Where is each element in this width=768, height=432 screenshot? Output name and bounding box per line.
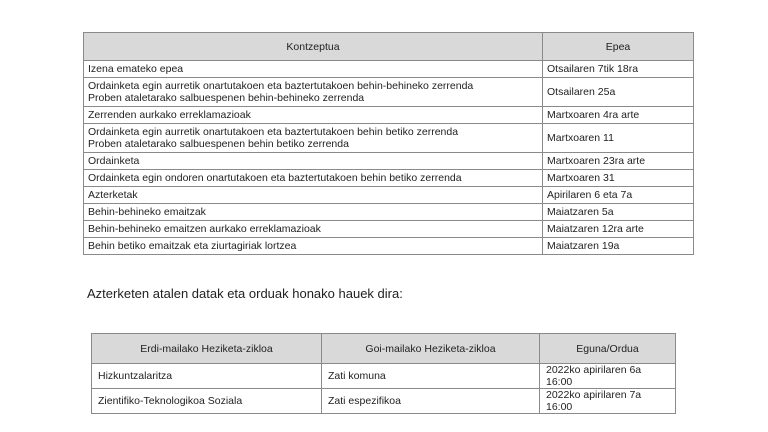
table-row	[84, 221, 694, 238]
intro-text: Azterketen atalen datak eta orduak honako hauek dira:	[87, 286, 403, 301]
table-row	[84, 61, 694, 78]
table-header-row	[84, 33, 694, 61]
table-row	[92, 364, 676, 389]
date-line: 2022ko apirilaren 6a	[546, 364, 642, 376]
concept-line: Ordainketa egin aurretik onartutakoen eta baztertutakoen behin-behineko zerrenda	[88, 80, 474, 92]
table-row	[84, 238, 694, 255]
header-higher-cycle: Goi-mailako Heziketa-zikloa	[322, 334, 540, 364]
concept-cell	[84, 170, 543, 187]
table-row	[84, 187, 694, 204]
concept-line: Proben ataletarako salbuespenen behin-behineko zerrenda	[88, 92, 365, 104]
deadline-cell: Maiatzaren 12ra arte	[543, 221, 694, 238]
concept-cell	[84, 107, 543, 124]
concept-line: Azterketak	[88, 189, 138, 201]
concept-line: Ordainketa	[88, 155, 140, 167]
concept-line: Behin betiko emaitzak eta ziurtagiriak lortzea	[88, 240, 297, 252]
table-row	[84, 107, 694, 124]
time-line: 16:00	[546, 401, 573, 413]
exam-times-table	[91, 333, 676, 414]
deadline-cell: Martxoaren 23ra arte	[543, 153, 694, 170]
concept-cell	[84, 187, 543, 204]
table-row	[84, 124, 694, 153]
date-line: 2022ko apirilaren 7a	[546, 389, 642, 401]
concept-line: Behin-behineko emaitzen aurkako erreklamazioak	[88, 223, 321, 235]
concept-cell	[84, 221, 543, 238]
concept-line: Behin-behineko emaitzak	[88, 206, 206, 218]
middle-cycle-cell: Zientifiko-Teknologikoa Soziala	[92, 389, 322, 414]
table-header-row	[92, 334, 676, 364]
time-line: 16:00	[546, 376, 573, 388]
concept-line: Ordainketa egin aurretik onartutakoen eta baztertutakoen behin betiko zerrenda	[88, 126, 459, 138]
concept-cell	[84, 61, 543, 78]
header-concept: Kontzeptua	[84, 33, 543, 61]
table-row	[84, 153, 694, 170]
concept-cell	[84, 238, 543, 255]
table-row	[84, 170, 694, 187]
concept-line: Proben ataletarako salbuespenen behin betiko zerrenda	[88, 138, 349, 150]
deadline-cell: Otsailaren 7tik 18ra	[543, 61, 694, 78]
deadline-cell: Otsailaren 25a	[543, 78, 694, 107]
header-date-time: Eguna/Ordua	[540, 334, 676, 364]
deadline-cell: Apirilaren 6 eta 7a	[543, 187, 694, 204]
table-row	[84, 78, 694, 107]
deadline-cell: Martxoaren 11	[543, 124, 694, 153]
table-row	[84, 204, 694, 221]
higher-cycle-cell: Zati komuna	[322, 364, 540, 389]
deadline-cell: Maiatzaren 19a	[543, 238, 694, 255]
concept-line: Ordainketa egin ondoren onartutakoen eta baztertutakoen behin betiko zerrenda	[88, 172, 462, 184]
deadline-cell: Maiatzaren 5a	[543, 204, 694, 221]
header-deadline: Epea	[543, 33, 694, 61]
concept-cell	[84, 124, 543, 153]
schedule-table	[83, 32, 694, 255]
concept-cell	[84, 78, 543, 107]
concept-cell	[84, 204, 543, 221]
deadline-cell: Martxoaren 31	[543, 170, 694, 187]
date-time-cell	[540, 364, 676, 389]
deadline-cell: Martxoaren 4ra arte	[543, 107, 694, 124]
concept-cell	[84, 153, 543, 170]
header-middle-cycle: Erdi-mailako Heziketa-zikloa	[92, 334, 322, 364]
middle-cycle-cell: Hizkuntzalaritza	[92, 364, 322, 389]
concept-line: Izena emateko epea	[88, 63, 184, 75]
date-time-cell	[540, 389, 676, 414]
table-row	[92, 389, 676, 414]
concept-line: Zerrenden aurkako erreklamazioak	[88, 109, 251, 121]
higher-cycle-cell: Zati espezifikoa	[322, 389, 540, 414]
